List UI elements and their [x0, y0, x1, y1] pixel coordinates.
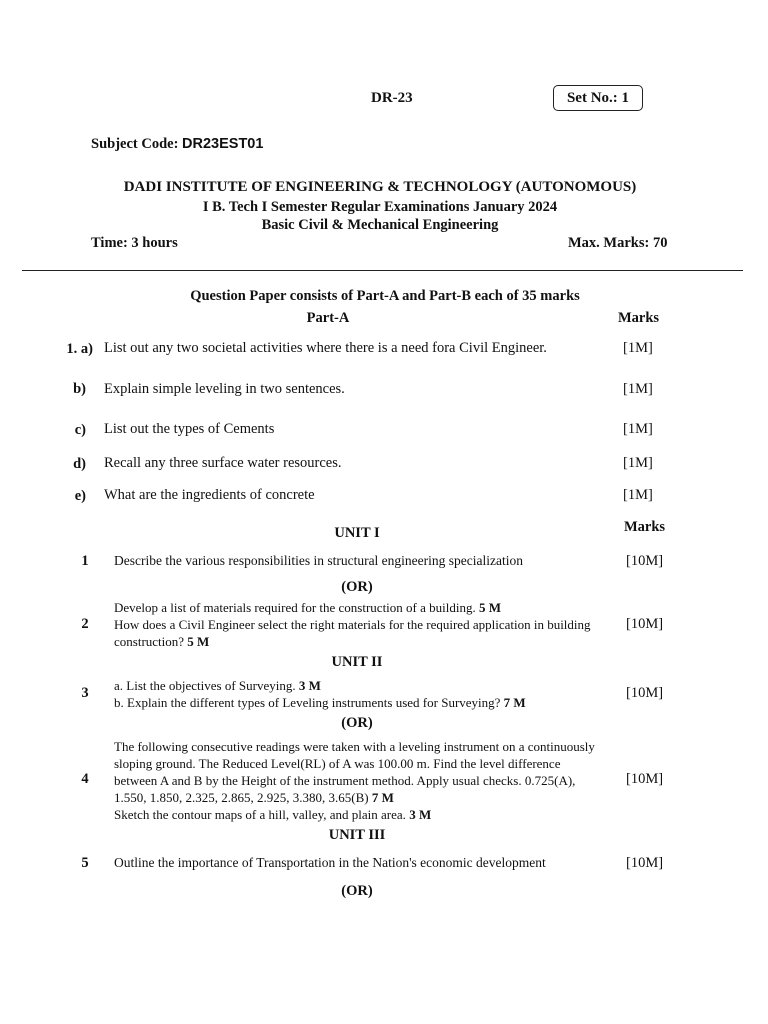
course-title: Basic Civil & Mechanical Engineering	[261, 217, 499, 233]
question-part-text: Develop a list of materials required for the construction of a building.	[114, 600, 479, 615]
unit-1-heading: UNIT I	[334, 525, 380, 541]
subject-code	[91, 136, 263, 153]
question-part-marks: 3 M	[409, 807, 432, 822]
question-text: Describe the various responsibilities in structural engineering specialization	[114, 553, 524, 568]
question-marks: [10M]	[626, 616, 664, 632]
question-marks: [1M]	[623, 455, 653, 471]
unit-3-heading: UNIT III	[328, 827, 386, 843]
question-label: e)	[74, 488, 86, 504]
question-marks: [1M]	[623, 421, 653, 437]
question-number: 4	[81, 771, 89, 787]
set-number-box: Set No.: 1	[553, 85, 643, 111]
part-a-heading: Part-A	[306, 310, 350, 326]
paper-instructions: Question Paper consists of Part-A and Part-B each of 35 marks	[190, 288, 580, 304]
question-part-marks: 5 M	[187, 634, 210, 649]
question-number: 3	[81, 685, 89, 701]
question-part-marks: 7 M	[371, 790, 394, 805]
question-part-text: How does a Civil Engineer select the right materials for the required application in building construction?	[114, 617, 591, 649]
question-part-marks: 7 M	[503, 695, 526, 710]
question-label: b)	[73, 381, 86, 397]
question-number: 1	[81, 553, 89, 569]
question-text: What are the ingredients of concrete	[104, 487, 315, 503]
unit-2-heading: UNIT II	[331, 654, 383, 670]
or-separator: (OR)	[341, 715, 373, 731]
exam-code: DR-23	[371, 90, 413, 106]
question-number: 5	[81, 855, 89, 871]
or-separator: (OR)	[341, 883, 373, 899]
question-marks: [10M]	[626, 685, 664, 701]
question-text: List out any two societal activities where there is a need fora Civil Engineer.	[104, 340, 547, 356]
exam-title: I B. Tech I Semester Regular Examinations January 2024	[202, 199, 558, 215]
question-marks: [1M]	[623, 340, 653, 356]
or-separator: (OR)	[341, 579, 373, 595]
question-text: List out the types of Cements	[104, 421, 275, 437]
exam-time: Time: 3 hours	[91, 235, 178, 251]
question-marks: [1M]	[623, 381, 653, 397]
question-text: Recall any three surface water resources.	[104, 455, 342, 471]
question-text	[114, 599, 604, 650]
question-part-marks: 5 M	[478, 600, 502, 615]
question-part-text: b. Explain the different types of Leveling instruments used for Surveying?	[114, 695, 504, 710]
question-text	[114, 738, 596, 823]
question-text: Explain simple leveling in two sentences.	[104, 381, 345, 397]
question-marks: [10M]	[626, 771, 664, 787]
institute-name: DADI INSTITUTE OF ENGINEERING & TECHNOLOGY (AUTONOMOUS)	[123, 179, 637, 195]
header-divider	[22, 270, 743, 271]
question-part-text: Sketch the contour maps of a hill, valley, and plain area.	[114, 807, 410, 822]
question-part-text: The following consecutive readings were taken with a leveling instrument on a continuously sloping ground. The Reduced Level(RL) of A was 100.00 m. Find the level difference between A and B by the Height of the instrument method. Apply usual checks. 0.725(A), 1.550, 1.850, 2.325, 2.865, 2.925, 3.380, 3.65(B)	[114, 739, 595, 805]
part-a-marks-header: Marks	[618, 310, 660, 326]
question-part-text: a. List the objectives of Surveying.	[114, 678, 299, 693]
question-number: 2	[81, 616, 89, 632]
subject-code-value: DR23EST01	[182, 136, 264, 152]
subject-code-label: Subject Code:	[91, 136, 183, 152]
part-b-marks-header: Marks	[624, 519, 666, 535]
question-part-marks: 3 M	[298, 678, 321, 693]
question-marks: [10M]	[626, 553, 664, 569]
question-label: 1. a)	[66, 341, 93, 357]
question-label: c)	[74, 422, 86, 438]
question-marks: [1M]	[623, 487, 653, 503]
question-text	[114, 677, 614, 711]
max-marks: Max. Marks: 70	[568, 235, 668, 251]
question-label: d)	[73, 456, 86, 472]
question-text: Outline the importance of Transportation in the Nation's economic development	[114, 855, 546, 870]
question-marks: [10M]	[626, 855, 664, 871]
